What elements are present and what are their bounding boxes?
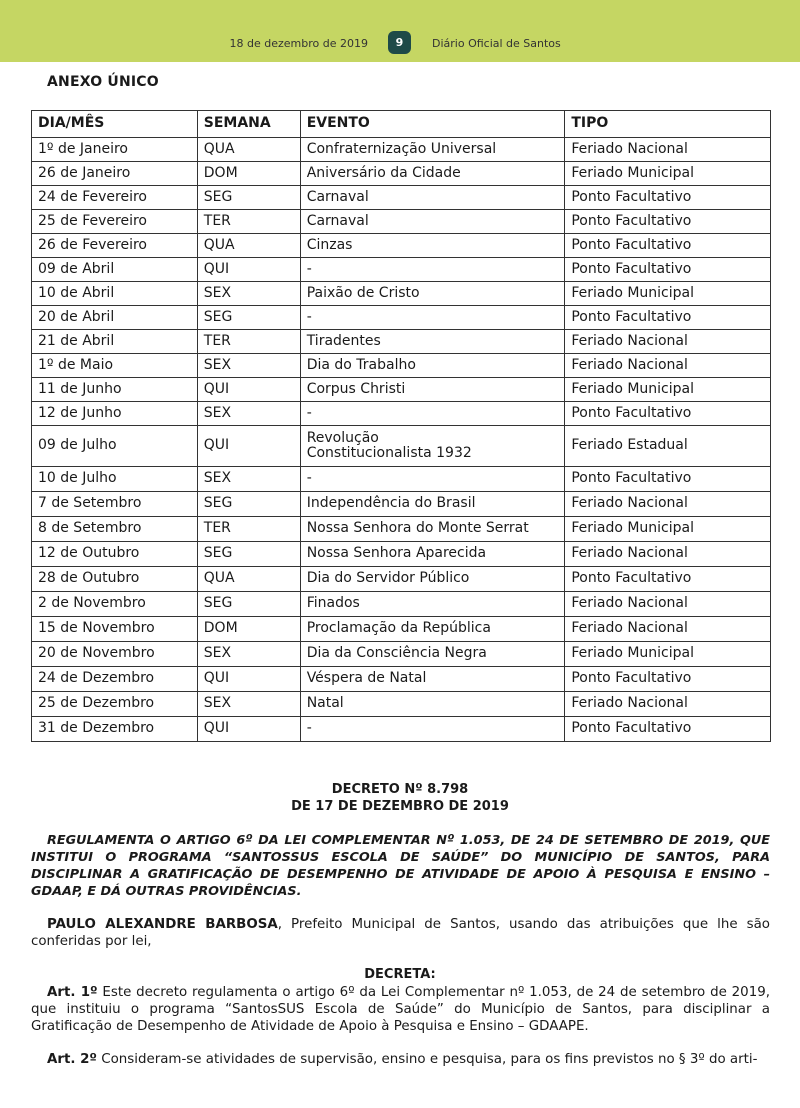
cell-day-month: 09 de Julho [32,426,198,467]
cell-day-month: 26 de Janeiro [32,162,198,186]
cell-event: Dia do Servidor Público [300,567,565,592]
cell-day-month: 11 de Junho [32,378,198,402]
decree-number: DECRETO Nº 8.798 [331,782,469,797]
table-row [32,162,771,186]
mayor-paragraph [31,916,770,950]
table-row [32,138,771,162]
decree-date: DE 17 DE DEZEMBRO DE 2019 [291,799,509,814]
header-event: EVENTO [300,111,565,138]
cell-type: Feriado Municipal [565,162,771,186]
header-type: TIPO [565,111,771,138]
table-row [32,426,771,467]
cell-event: Paixão de Cristo [300,282,565,306]
cell-day-month: 12 de Outubro [32,542,198,567]
cell-type: Ponto Facultativo [565,667,771,692]
mayor-name: PAULO ALEXANDRE BARBOSA [47,917,278,932]
article-2-text: Consideram-se atividades de supervisão, ensino e pesquisa, para os fins previstos no § 3º do arti- [97,1052,758,1067]
cell-day-month: 10 de Julho [32,467,198,492]
cell-weekday: TER [197,330,300,354]
holiday-table-body [32,138,771,742]
cell-type: Ponto Facultativo [565,186,771,210]
table-row [32,517,771,542]
cell-weekday: SEG [197,186,300,210]
cell-type: Feriado Municipal [565,282,771,306]
cell-event: Aniversário da Cidade [300,162,565,186]
article-2-label: Art. 2º [47,1052,97,1067]
header-weekday: SEMANA [197,111,300,138]
table-row [32,617,771,642]
table-row [32,330,771,354]
cell-day-month: 31 de Dezembro [32,717,198,742]
table-row [32,378,771,402]
cell-type: Feriado Nacional [565,617,771,642]
cell-weekday: QUI [197,258,300,282]
decree-heading [0,781,800,815]
cell-weekday: SEX [197,467,300,492]
cell-event: Cinzas [300,234,565,258]
cell-weekday: SEG [197,492,300,517]
table-row [32,258,771,282]
table-row [32,306,771,330]
header-day-month: DIA/MÊS [32,111,198,138]
cell-day-month: 21 de Abril [32,330,198,354]
cell-type: Ponto Facultativo [565,234,771,258]
cell-type: Feriado Nacional [565,542,771,567]
article-1 [31,984,770,1035]
cell-event: - [300,467,565,492]
cell-event: Dia da Consciência Negra [300,642,565,667]
table-row [32,567,771,592]
cell-weekday: SEX [197,402,300,426]
cell-event: - [300,258,565,282]
cell-weekday: SEG [197,306,300,330]
cell-weekday: QUA [197,234,300,258]
cell-weekday: SEG [197,592,300,617]
cell-event: Natal [300,692,565,717]
cell-day-month: 24 de Dezembro [32,667,198,692]
cell-event: Véspera de Natal [300,667,565,692]
table-row [32,642,771,667]
cell-day-month: 25 de Fevereiro [32,210,198,234]
table-row [32,210,771,234]
cell-type: Ponto Facultativo [565,306,771,330]
table-row [32,402,771,426]
cell-weekday: SEX [197,642,300,667]
cell-day-month: 1º de Janeiro [32,138,198,162]
table-row [32,692,771,717]
cell-weekday: SEG [197,542,300,567]
cell-day-month: 2 de Novembro [32,592,198,617]
cell-type: Feriado Nacional [565,692,771,717]
table-row [32,282,771,306]
cell-day-month: 15 de Novembro [32,617,198,642]
page-number-badge: 9 [388,31,411,54]
cell-weekday: QUI [197,426,300,467]
cell-day-month: 12 de Junho [32,402,198,426]
cell-event: Carnaval [300,186,565,210]
cell-event: - [300,402,565,426]
cell-type: Feriado Municipal [565,517,771,542]
cell-day-month: 20 de Abril [32,306,198,330]
cell-day-month: 8 de Setembro [32,517,198,542]
table-row [32,467,771,492]
cell-type: Ponto Facultativo [565,402,771,426]
table-header-row [32,111,771,138]
cell-weekday: QUA [197,138,300,162]
cell-day-month: 24 de Fevereiro [32,186,198,210]
cell-type: Feriado Municipal [565,642,771,667]
decreta-heading: DECRETA: [364,967,436,982]
table-row [32,667,771,692]
cell-type: Ponto Facultativo [565,210,771,234]
table-row [32,592,771,617]
cell-weekday: QUI [197,667,300,692]
cell-day-month: 28 de Outubro [32,567,198,592]
cell-type: Feriado Nacional [565,592,771,617]
cell-day-month: 09 de Abril [32,258,198,282]
article-1-text: Este decreto regulamenta o artigo 6º da Lei Complementar nº 1.053, de 24 de setembro de 2019, que instituiu o programa “SantosSUS Escola de Saúde” do Município de Santos, para disciplinar a Gratificação de Desempenho de Atividade de Apoio à Pesquisa e Ensino – GDAAPE. [31,985,770,1034]
cell-event: Nossa Senhora Aparecida [300,542,565,567]
cell-weekday: QUI [197,378,300,402]
table-row [32,354,771,378]
cell-weekday: TER [197,517,300,542]
cell-day-month: 25 de Dezembro [32,692,198,717]
cell-event: Corpus Christi [300,378,565,402]
annex-title: ANEXO ÚNICO [47,74,159,90]
cell-event: Proclamação da República [300,617,565,642]
cell-event: - [300,717,565,742]
cell-day-month: 20 de Novembro [32,642,198,667]
cell-type: Feriado Estadual [565,426,771,467]
cell-event: Tiradentes [300,330,565,354]
cell-event: Carnaval [300,210,565,234]
cell-weekday: DOM [197,617,300,642]
table-row [32,234,771,258]
table-row [32,542,771,567]
table-row [32,717,771,742]
cell-event: Finados [300,592,565,617]
cell-type: Ponto Facultativo [565,258,771,282]
cell-type: Feriado Municipal [565,378,771,402]
article-1-label: Art. 1º [47,985,98,1000]
cell-type: Ponto Facultativo [565,567,771,592]
cell-weekday: SEX [197,354,300,378]
cell-day-month: 10 de Abril [32,282,198,306]
table-row [32,186,771,210]
mayor-text: , Prefeito Municipal de Santos, usando das atribuições que lhe são conferidas por lei, [31,917,770,949]
cell-weekday: DOM [197,162,300,186]
holiday-table [31,110,771,742]
page-header [0,0,800,62]
cell-weekday: SEX [197,282,300,306]
header-date: 18 de dezembro de 2019 [229,37,368,50]
cell-day-month: 1º de Maio [32,354,198,378]
cell-event: Revolução Constitucionalista 1932 [300,426,565,467]
cell-weekday: TER [197,210,300,234]
cell-event: Confraternização Universal [300,138,565,162]
cell-event: Dia do Trabalho [300,354,565,378]
publication-name: Diário Oficial de Santos [432,37,561,50]
cell-day-month: 26 de Fevereiro [32,234,198,258]
article-2 [31,1051,770,1068]
cell-type: Feriado Nacional [565,330,771,354]
cell-weekday: SEX [197,692,300,717]
cell-type: Feriado Nacional [565,354,771,378]
cell-type: Ponto Facultativo [565,717,771,742]
cell-weekday: QUA [197,567,300,592]
cell-weekday: QUI [197,717,300,742]
table-row [32,492,771,517]
cell-event: - [300,306,565,330]
decree-ementa: REGULAMENTA O ARTIGO 6º DA LEI COMPLEMENTAR Nº 1.053, DE 24 DE SETEMBRO DE 2019, QUE INSTITUI O PROGRAMA “SANTOSSUS ESCOLA DE SAÚDE” DO MUNICÍPIO DE SANTOS, PARA DISCIPLINAR A GRATIFICAÇÃO DE DESEMPENHO DE ATIVIDADE DE APOIO À PESQUISA E ENSINO – GDAAP, E DÁ OUTRAS PROVIDÊNCIAS. [31,833,770,899]
cell-day-month: 7 de Setembro [32,492,198,517]
cell-type: Feriado Nacional [565,138,771,162]
cell-event: Independência do Brasil [300,492,565,517]
cell-type: Feriado Nacional [565,492,771,517]
cell-type: Ponto Facultativo [565,467,771,492]
cell-event: Nossa Senhora do Monte Serrat [300,517,565,542]
